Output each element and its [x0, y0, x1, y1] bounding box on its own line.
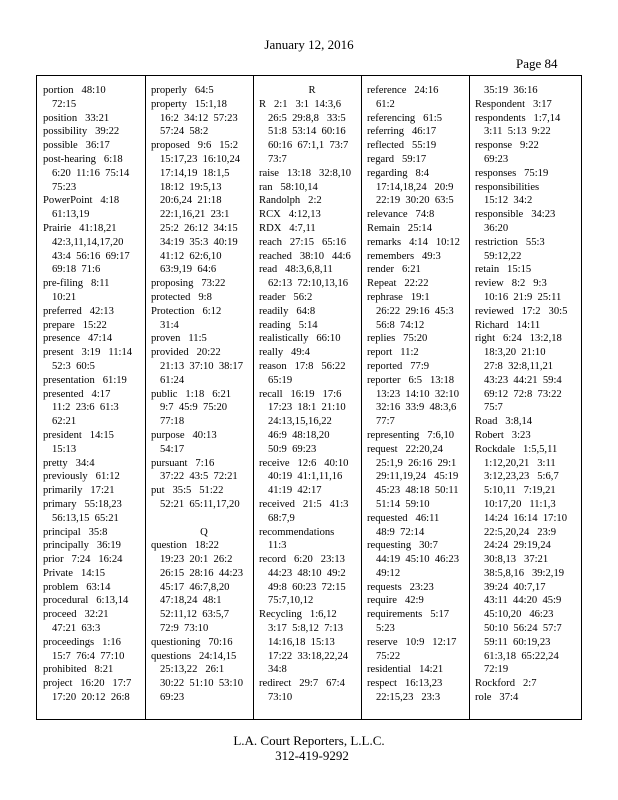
index-entry: Respondent 3:17 [475, 98, 552, 110]
index-entry-continuation: 43:4 56:16 69:17 [52, 250, 130, 262]
index-entry-continuation: 73:7 [268, 153, 287, 165]
index-entry: present 3:19 11:14 [43, 347, 133, 359]
index-entry: reader 56:2 [259, 291, 313, 303]
index-entry: render 6:21 [367, 264, 421, 276]
index-entry: referencing 61:5 [367, 112, 443, 124]
index-entry: RDX 4:7,11 [259, 222, 316, 234]
index-entry: reference 24:16 [367, 85, 439, 96]
index-entry: requesting 30:7 [367, 540, 438, 552]
index-entry: recommendations [259, 526, 335, 538]
index-entry: project 16:20 17:7 [43, 678, 132, 690]
index-entry: previously 61:12 [43, 471, 120, 483]
index-entry: received 21:5 41:3 [259, 498, 349, 510]
index-entry-continuation: 21:13 37:10 38:17 [160, 360, 243, 372]
index-entry: raise 13:18 32:8,10 [259, 167, 352, 179]
index-column-2 [151, 84, 257, 705]
index-entry-continuation: 27:8 32:8,11,21 [484, 360, 554, 372]
index-entry: properly 64:5 [151, 85, 214, 96]
index-entry-continuation: 77:7 [376, 416, 395, 428]
index-entry: Protection 6:12 [151, 305, 222, 317]
index-entry-continuation: 75:7 [484, 402, 503, 414]
index-entry: requirements 5:17 [367, 609, 450, 621]
index-entry-continuation: 61:3,18 65:22,24 [484, 650, 559, 662]
index-entry-continuation: 45:10,20 46:23 [484, 609, 554, 621]
index-entry: proceed 32:21 [43, 609, 109, 621]
index-entry: Recycling 1:6,12 [259, 609, 337, 621]
index-entry: require 42:9 [367, 595, 424, 607]
index-entry: redirect 29:7 67:4 [259, 678, 345, 690]
index-entry-continuation: 61:2 [376, 98, 395, 110]
index-entry-continuation: 25:2 26:12 34:15 [160, 222, 238, 234]
index-entry-continuation: 69:18 71:6 [52, 264, 101, 276]
index-column-4 [367, 84, 473, 705]
word-index-table [36, 75, 582, 720]
index-column-1 [43, 84, 149, 705]
index-entry: recall 16:19 17:6 [259, 388, 342, 400]
index-entry-continuation: 59:11 60:19,23 [484, 636, 551, 648]
index-entry-continuation: 49:8 60:23 72:15 [268, 581, 346, 593]
index-entry-continuation: 48:9 72:14 [376, 526, 425, 538]
index-entry-continuation: 57:24 58:2 [160, 126, 209, 138]
index-entry-continuation: 47:18,24 48:1 [160, 595, 222, 607]
index-entry: RCX 4:12,13 [259, 209, 321, 221]
index-entry: read 48:3,6,8,11 [259, 264, 333, 276]
index-entry-continuation: 51:14 59:10 [376, 498, 430, 510]
index-entry: reported 77:9 [367, 360, 430, 372]
index-entry: portion 48:10 [43, 85, 106, 96]
index-entry-continuation: 69:23 [484, 153, 509, 165]
index-entry: right 6:24 13:2,18 [475, 333, 562, 345]
index-entry-continuation: 30:22 51:10 53:10 [160, 678, 243, 690]
index-entry-continuation: 45:17 46:7,8,20 [160, 581, 230, 593]
index-entry-continuation: 36:20 [484, 222, 509, 234]
index-entry: Remain 25:14 [367, 222, 433, 234]
index-column-3 [259, 84, 365, 705]
index-entry-continuation: 17:22 33:18,22,24 [268, 650, 349, 662]
index-entry-continuation: 42:3,11,14,17,20 [52, 236, 124, 248]
index-entry: retain 15:15 [475, 264, 532, 276]
index-entry-continuation: 69:12 72:8 73:22 [484, 388, 562, 400]
index-entry-continuation: 73:10 [268, 692, 293, 704]
index-entry-continuation: 10:16 21:9 25:11 [484, 291, 562, 303]
index-entry-continuation: 32:16 33:9 48:3,6 [376, 402, 457, 414]
column-divider [145, 76, 146, 719]
index-entry-continuation: 3:11 5:13 9:22 [484, 126, 551, 138]
index-entry-continuation: 22:19 30:20 63:5 [376, 195, 454, 207]
index-entry-continuation: 75:22 [376, 650, 401, 662]
index-entry-continuation: 72:19 [484, 664, 509, 676]
index-entry: property 15:1,18 [151, 98, 227, 110]
index-entry-continuation: 68:7,9 [268, 512, 295, 524]
index-entry-continuation: 72:9 73:10 [160, 623, 209, 635]
index-entry: procedural 6:13,14 [43, 595, 129, 607]
index-entry-continuation: 24:24 29:19,24 [484, 540, 551, 552]
index-entry: preferred 42:13 [43, 305, 114, 317]
index-entry-continuation: 15:12 34:2 [484, 195, 533, 207]
index-entry-continuation: 50:9 69:23 [268, 443, 317, 455]
index-entry-continuation: 25:1,9 26:16 29:1 [376, 457, 457, 469]
index-entry-continuation: 29:11,19,24 45:19 [376, 471, 459, 483]
index-entry-continuation: 22:15,23 23:3 [376, 692, 441, 704]
index-entry-continuation: 41:19 42:17 [268, 485, 322, 497]
index-entry: reached 38:10 44:6 [259, 250, 351, 262]
index-entry-continuation: 14:16,18 15:13 [268, 636, 335, 648]
index-entry-continuation: 52:11,12 63:5,7 [160, 609, 230, 621]
index-entry-continuation: 37:22 43:5 72:21 [160, 471, 238, 483]
index-entry: Robert 3:23 [475, 429, 531, 441]
index-entry-continuation: 22:1,16,21 23:1 [160, 209, 230, 221]
index-letter-heading: Q [200, 526, 208, 538]
index-entry-continuation: 26:22 29:16 45:3 [376, 305, 454, 317]
index-entry-continuation: 20:6,24 21:18 [160, 195, 222, 207]
index-entry-continuation: 65:19 [268, 374, 293, 386]
index-entry-continuation: 19:23 20:1 26:2 [160, 554, 233, 566]
index-entry: role 37:4 [475, 692, 519, 704]
index-entry-continuation: 16:2 34:12 57:23 [160, 112, 238, 124]
index-entry-continuation: 34:19 35:3 40:19 [160, 236, 238, 248]
index-entry-continuation: 56:8 74:12 [376, 319, 425, 331]
index-entry-continuation: 13:23 14:10 32:10 [376, 388, 459, 400]
index-entry: rephrase 19:1 [367, 291, 430, 303]
index-entry-continuation: 24:13,15,16,22 [268, 416, 332, 428]
index-entry-continuation: 3:17 5:8,12 7:13 [268, 623, 344, 635]
index-entry: PowerPoint 4:18 [43, 195, 120, 207]
index-entry: regard 59:17 [367, 153, 427, 165]
index-entry-continuation: 52:3 60:5 [52, 360, 95, 372]
index-entry: provided 20:22 [151, 347, 221, 359]
index-entry-continuation: 1:12,20,21 3:11 [484, 457, 556, 469]
index-entry-continuation: 10:17,20 11:1,3 [484, 498, 556, 510]
index-entry-continuation: 61:24 [160, 374, 185, 386]
index-entry: primarily 17:21 [43, 485, 115, 497]
index-entry: principally 36:19 [43, 540, 121, 552]
index-entry: receive 12:6 40:10 [259, 457, 349, 469]
index-entry: purpose 40:13 [151, 429, 217, 441]
column-divider [469, 76, 470, 719]
index-entry: proposed 9:6 15:2 [151, 140, 239, 152]
index-entry-continuation: 51:8 53:14 60:16 [268, 126, 346, 138]
index-entry-continuation: 47:21 63:3 [52, 623, 101, 635]
index-entry: requested 46:11 [367, 512, 440, 524]
index-entry: remarks 4:14 10:12 [367, 236, 460, 248]
index-entry: primary 55:18,23 [43, 498, 122, 510]
index-entry-continuation: 26:15 28:16 44:23 [160, 567, 243, 579]
index-entry: reach 27:15 65:16 [259, 236, 347, 248]
index-entry-continuation: 43:23 44:21 59:4 [484, 374, 562, 386]
index-entry-continuation: 26:5 29:8,8 33:5 [268, 112, 346, 124]
index-entry-continuation: 11:3 [268, 540, 287, 552]
index-entry-continuation: 31:4 [160, 319, 179, 331]
index-entry: prohibited 8:21 [43, 664, 114, 676]
index-entry-continuation: 25:13,22 26:1 [160, 664, 225, 676]
index-entry-continuation: 11:2 23:6 61:3 [52, 402, 119, 414]
index-entry: R 2:1 3:1 14:3,6 [259, 98, 342, 110]
index-entry-continuation: 44:19 45:10 46:23 [376, 554, 459, 566]
index-entry-continuation: 75:7,10,12 [268, 595, 314, 607]
index-entry-continuation: 63:9,19 64:6 [160, 264, 217, 276]
index-entry-continuation: 38:5,8,16 39:2,19 [484, 567, 565, 579]
index-entry: presented 4:17 [43, 388, 111, 400]
index-entry: questions 24:14,15 [151, 650, 237, 662]
index-entry-continuation: 15:17,23 16:10,24 [160, 153, 241, 165]
index-entry: possible 36:17 [43, 140, 110, 152]
index-entry: Repeat 22:22 [367, 278, 429, 290]
index-entry-continuation: 30:8,13 37:21 [484, 554, 549, 566]
index-entry: requests 23:23 [367, 581, 434, 593]
index-entry: pretty 34:4 [43, 457, 95, 469]
court-reporter-name: L.A. Court Reporters, L.L.C. [233, 733, 385, 748]
index-entry: possibility 39:22 [43, 126, 120, 138]
index-entry-continuation: 52:21 65:11,17,20 [160, 498, 240, 510]
index-entry-continuation: 77:18 [160, 416, 185, 428]
page-number: Page 84 [516, 56, 558, 71]
index-entry: presentation 61:19 [43, 374, 127, 386]
transcript-date: January 12, 2016 [264, 37, 354, 52]
index-entry-continuation: 35:19 36:16 [484, 85, 538, 96]
index-entry-continuation: 60:16 67:1,1 73:7 [268, 140, 349, 152]
index-entry: record 6:20 23:13 [259, 554, 345, 566]
index-entry: ran 58:10,14 [259, 181, 318, 193]
index-entry: principal 35:8 [43, 526, 108, 538]
index-entry: put 35:5 51:22 [151, 485, 224, 497]
index-entry-continuation: 39:24 40:7,17 [484, 581, 546, 593]
index-entry: replies 75:20 [367, 333, 428, 345]
index-entry: Randolph 2:2 [259, 195, 322, 207]
index-entry: relevance 74:8 [367, 209, 435, 221]
index-entry: problem 63:14 [43, 581, 111, 593]
index-entry-continuation: 40:19 41:1,11,16 [268, 471, 343, 483]
index-entry: Prairie 41:18,21 [43, 222, 117, 234]
column-divider [253, 76, 254, 719]
index-entry: respect 16:13,23 [367, 678, 443, 690]
index-entry: public 1:18 6:21 [151, 388, 232, 400]
index-entry: protected 9:8 [151, 291, 212, 303]
index-entry: regarding 8:4 [367, 167, 430, 179]
column-divider [361, 76, 362, 719]
index-entry: reviewed 17:2 30:5 [475, 305, 568, 317]
index-entry-continuation: 18:12 19:5,13 [160, 181, 222, 193]
index-entry: questioning 70:16 [151, 636, 233, 648]
index-entry-continuation: 45:23 48:18 50:11 [376, 485, 459, 497]
index-entry-continuation: 15:7 76:4 77:10 [52, 650, 125, 662]
index-entry: report 11:2 [367, 347, 419, 359]
index-entry: pursuant 7:16 [151, 457, 215, 469]
index-entry-continuation: 44:23 48:10 49:2 [268, 567, 346, 579]
index-entry: residential 14:21 [367, 664, 444, 676]
index-entry-continuation: 49:12 [376, 567, 401, 579]
index-entry: position 33:21 [43, 112, 110, 124]
index-entry: proposing 73:22 [151, 278, 226, 290]
index-entry: responses 75:19 [475, 167, 549, 179]
index-entry-continuation: 14:24 16:14 17:10 [484, 512, 567, 524]
index-column-5 [475, 84, 581, 705]
index-entry: reading 5:14 [259, 319, 318, 331]
index-entry-continuation: 69:23 [160, 692, 185, 704]
index-entry: Rockdale 1:5,5,11 [475, 443, 558, 455]
index-entry-continuation: 3:12,23,23 5:6,7 [484, 471, 559, 483]
index-entry: remembers 49:3 [367, 250, 441, 262]
index-entry-continuation: 59:12,22 [484, 250, 522, 262]
court-reporter-phone: 312-419-9292 [275, 748, 349, 763]
index-entry: post-hearing 6:18 [43, 153, 123, 165]
index-entry-continuation: 41:12 62:6,10 [160, 250, 222, 262]
index-entry: pre-filing 8:11 [43, 278, 110, 290]
index-entry-continuation: 34:8 [268, 664, 287, 676]
index-entry-continuation: 62:13 72:10,13,16 [268, 278, 349, 290]
index-entry: reason 17:8 56:22 [259, 360, 346, 372]
index-entry: reserve 10:9 12:17 [367, 636, 457, 648]
index-entry: review 8:2 9:3 [475, 278, 547, 290]
index-entry: readily 64:8 [259, 305, 316, 317]
index-entry: referring 46:17 [367, 126, 437, 138]
index-entry-continuation: 17:14,19 18:1,5 [160, 167, 230, 179]
index-entry: presence 47:14 [43, 333, 113, 345]
index-entry: responsible 34:23 [475, 209, 556, 221]
index-entry-continuation: 18:3,20 21:10 [484, 347, 546, 359]
index-entry: Richard 14:11 [475, 319, 541, 331]
index-letter-heading: R [308, 85, 316, 96]
index-entry: prepare 15:22 [43, 319, 107, 331]
index-entry: proven 11:5 [151, 333, 207, 345]
index-entry: prior 7:24 16:24 [43, 554, 123, 566]
index-entry-continuation: 17:20 20:12 26:8 [52, 692, 130, 704]
index-entry-continuation: 72:15 [52, 98, 77, 110]
index-entry-continuation: 5:23 [376, 623, 395, 635]
index-entry-continuation: 15:13 [52, 443, 77, 455]
index-entry: Private 14:15 [43, 567, 106, 579]
index-entry: representing 7:6,10 [367, 429, 455, 441]
index-entry: Road 3:8,14 [475, 416, 533, 428]
index-entry: reflected 55:19 [367, 140, 437, 152]
index-entry: realistically 66:10 [259, 333, 341, 345]
index-entry-continuation: 61:13,19 [52, 209, 90, 221]
index-entry: question 18:22 [151, 540, 219, 552]
index-entry: request 22:20,24 [367, 443, 443, 455]
index-entry-continuation: 56:13,15 65:21 [52, 512, 119, 524]
index-entry: really 49:4 [259, 347, 310, 359]
index-entry: president 14:15 [43, 429, 114, 441]
index-entry-continuation: 22:5,20,24 23:9 [484, 526, 557, 538]
index-entry: responsibilities [475, 181, 540, 193]
index-entry-continuation: 6:20 11:16 75:14 [52, 167, 130, 179]
index-entry: proceedings 1:16 [43, 636, 121, 648]
index-entry-continuation: 17:14,18,24 20:9 [376, 181, 454, 193]
index-entry: reporter 6:5 13:18 [367, 374, 455, 386]
index-entry-continuation: 43:11 44:20 45:9 [484, 595, 562, 607]
index-entry: Rockford 2:7 [475, 678, 537, 690]
index-entry: restriction 55:3 [475, 236, 545, 248]
index-entry-continuation: 5:10,11 7:19,21 [484, 485, 556, 497]
index-entry-continuation: 9:7 45:9 75:20 [160, 402, 228, 414]
index-entry-continuation: 62:21 [52, 416, 77, 428]
index-entry: respondents 1:7,14 [475, 112, 561, 124]
index-entry-continuation: 46:9 48:18,20 [268, 429, 330, 441]
index-entry-continuation: 17:23 18:1 21:10 [268, 402, 346, 414]
index-entry: response 9:22 [475, 140, 539, 152]
blank-line [151, 512, 257, 526]
index-entry-continuation: 75:23 [52, 181, 77, 193]
index-entry-continuation: 10:21 [52, 291, 77, 303]
index-entry-continuation: 54:17 [160, 443, 185, 455]
index-entry-continuation: 50:10 56:24 57:7 [484, 623, 562, 635]
